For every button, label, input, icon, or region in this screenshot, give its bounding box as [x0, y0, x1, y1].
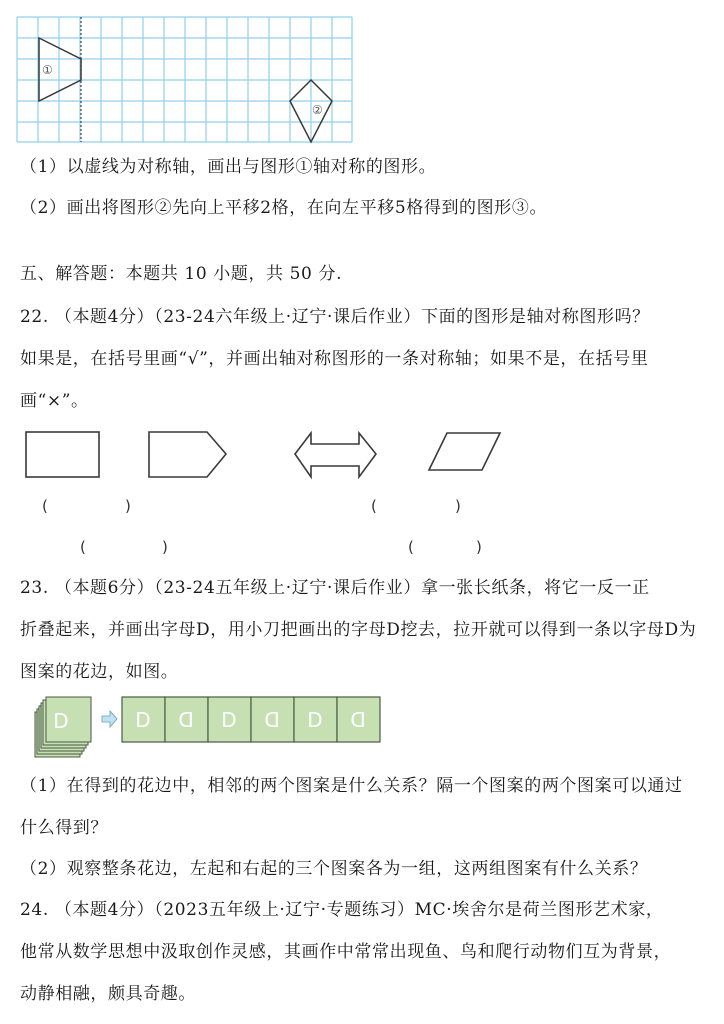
answer-paren-4-open: ( — [408, 538, 414, 556]
shape-rectangle — [26, 432, 99, 477]
q21-sub2: （2）画出将图形②先向上平移2格，在向左平移5格得到的图形③。 — [20, 198, 548, 218]
strip-cell-3: D — [221, 708, 237, 732]
q22-shapes — [0, 420, 520, 490]
q24-line2: 他常从数学思想中汲取创作灵感，其画作中常常出现鱼、鸟和爬行动物们互为背景， — [20, 942, 672, 962]
strip-cell-2: D — [178, 708, 194, 732]
shape-1-label: ① — [42, 63, 53, 77]
strip-cell-1: D — [135, 708, 151, 732]
strip-cell-5: D — [307, 708, 323, 732]
q21-sub1: （1）以虚线为对称轴，画出与图形①轴对称的图形。 — [20, 157, 437, 177]
q23-line3: 图案的花边，如图。 — [20, 662, 179, 682]
q23-line1: 23. （本题6分）（23-24五年级上·辽宁·课后作业）拿一张长纸条，将它一反一正 — [20, 578, 650, 598]
shape-parallelogram — [429, 433, 500, 470]
stack-letter: D — [53, 709, 69, 733]
shape-2-label: ② — [312, 103, 323, 117]
q22-line1: 22. （本题4分）（23-24六年级上·辽宁·课后作业）下面的图形是轴对称图形吗？ — [20, 307, 650, 327]
q24-line3: 动静相融，颇具奇趣。 — [20, 984, 196, 1004]
q22-line2: 如果是，在括号里画“√”，并画出轴对称图形的一条对称轴；如果不是，在括号里 — [20, 349, 649, 369]
q23-line2: 折叠起来，并画出字母D，用小刀把画出的字母D挖去，拉开就可以得到一条以字母D为 — [20, 620, 697, 640]
right-arrow-icon — [102, 711, 117, 727]
shape-double-arrow — [295, 433, 376, 477]
answer-paren-3-close: ) — [455, 497, 461, 515]
paper-strip-figure — [0, 690, 400, 760]
answer-paren-1-close: ) — [125, 497, 131, 515]
answer-paren-4-close: ) — [476, 538, 482, 556]
q23-sub2: （2）观察整条花边，左起和右起的三个图案各为一组，这两组图案有什么关系？ — [20, 859, 648, 879]
answer-paren-3-open: ( — [371, 497, 377, 515]
section-5-header: 五、解答题：本题共 10 小题，共 50 分. — [20, 264, 343, 284]
shape-pentagon-arrow — [149, 432, 226, 477]
q24-line1: 24. （本题4分）（2023五年级上·辽宁·专题练习）MC·埃舍尔是荷兰图形艺术家， — [20, 900, 664, 920]
grid-figure — [0, 0, 380, 150]
q23-sub1-line1: （1）在得到的花边中，相邻的两个图案是什么关系？隔一个图案的两个图案可以通过 — [20, 776, 683, 796]
pattern-strip — [122, 697, 380, 742]
answer-paren-2-open: ( — [80, 538, 86, 556]
q22-line3: 画“×”。 — [20, 391, 89, 411]
q23-sub1-line2: 什么得到？ — [20, 818, 108, 838]
strip-cell-6: D — [350, 708, 366, 732]
answer-paren-1-open: ( — [42, 497, 48, 515]
strip-cell-4: D — [264, 708, 280, 732]
answer-paren-2-close: ) — [162, 538, 168, 556]
